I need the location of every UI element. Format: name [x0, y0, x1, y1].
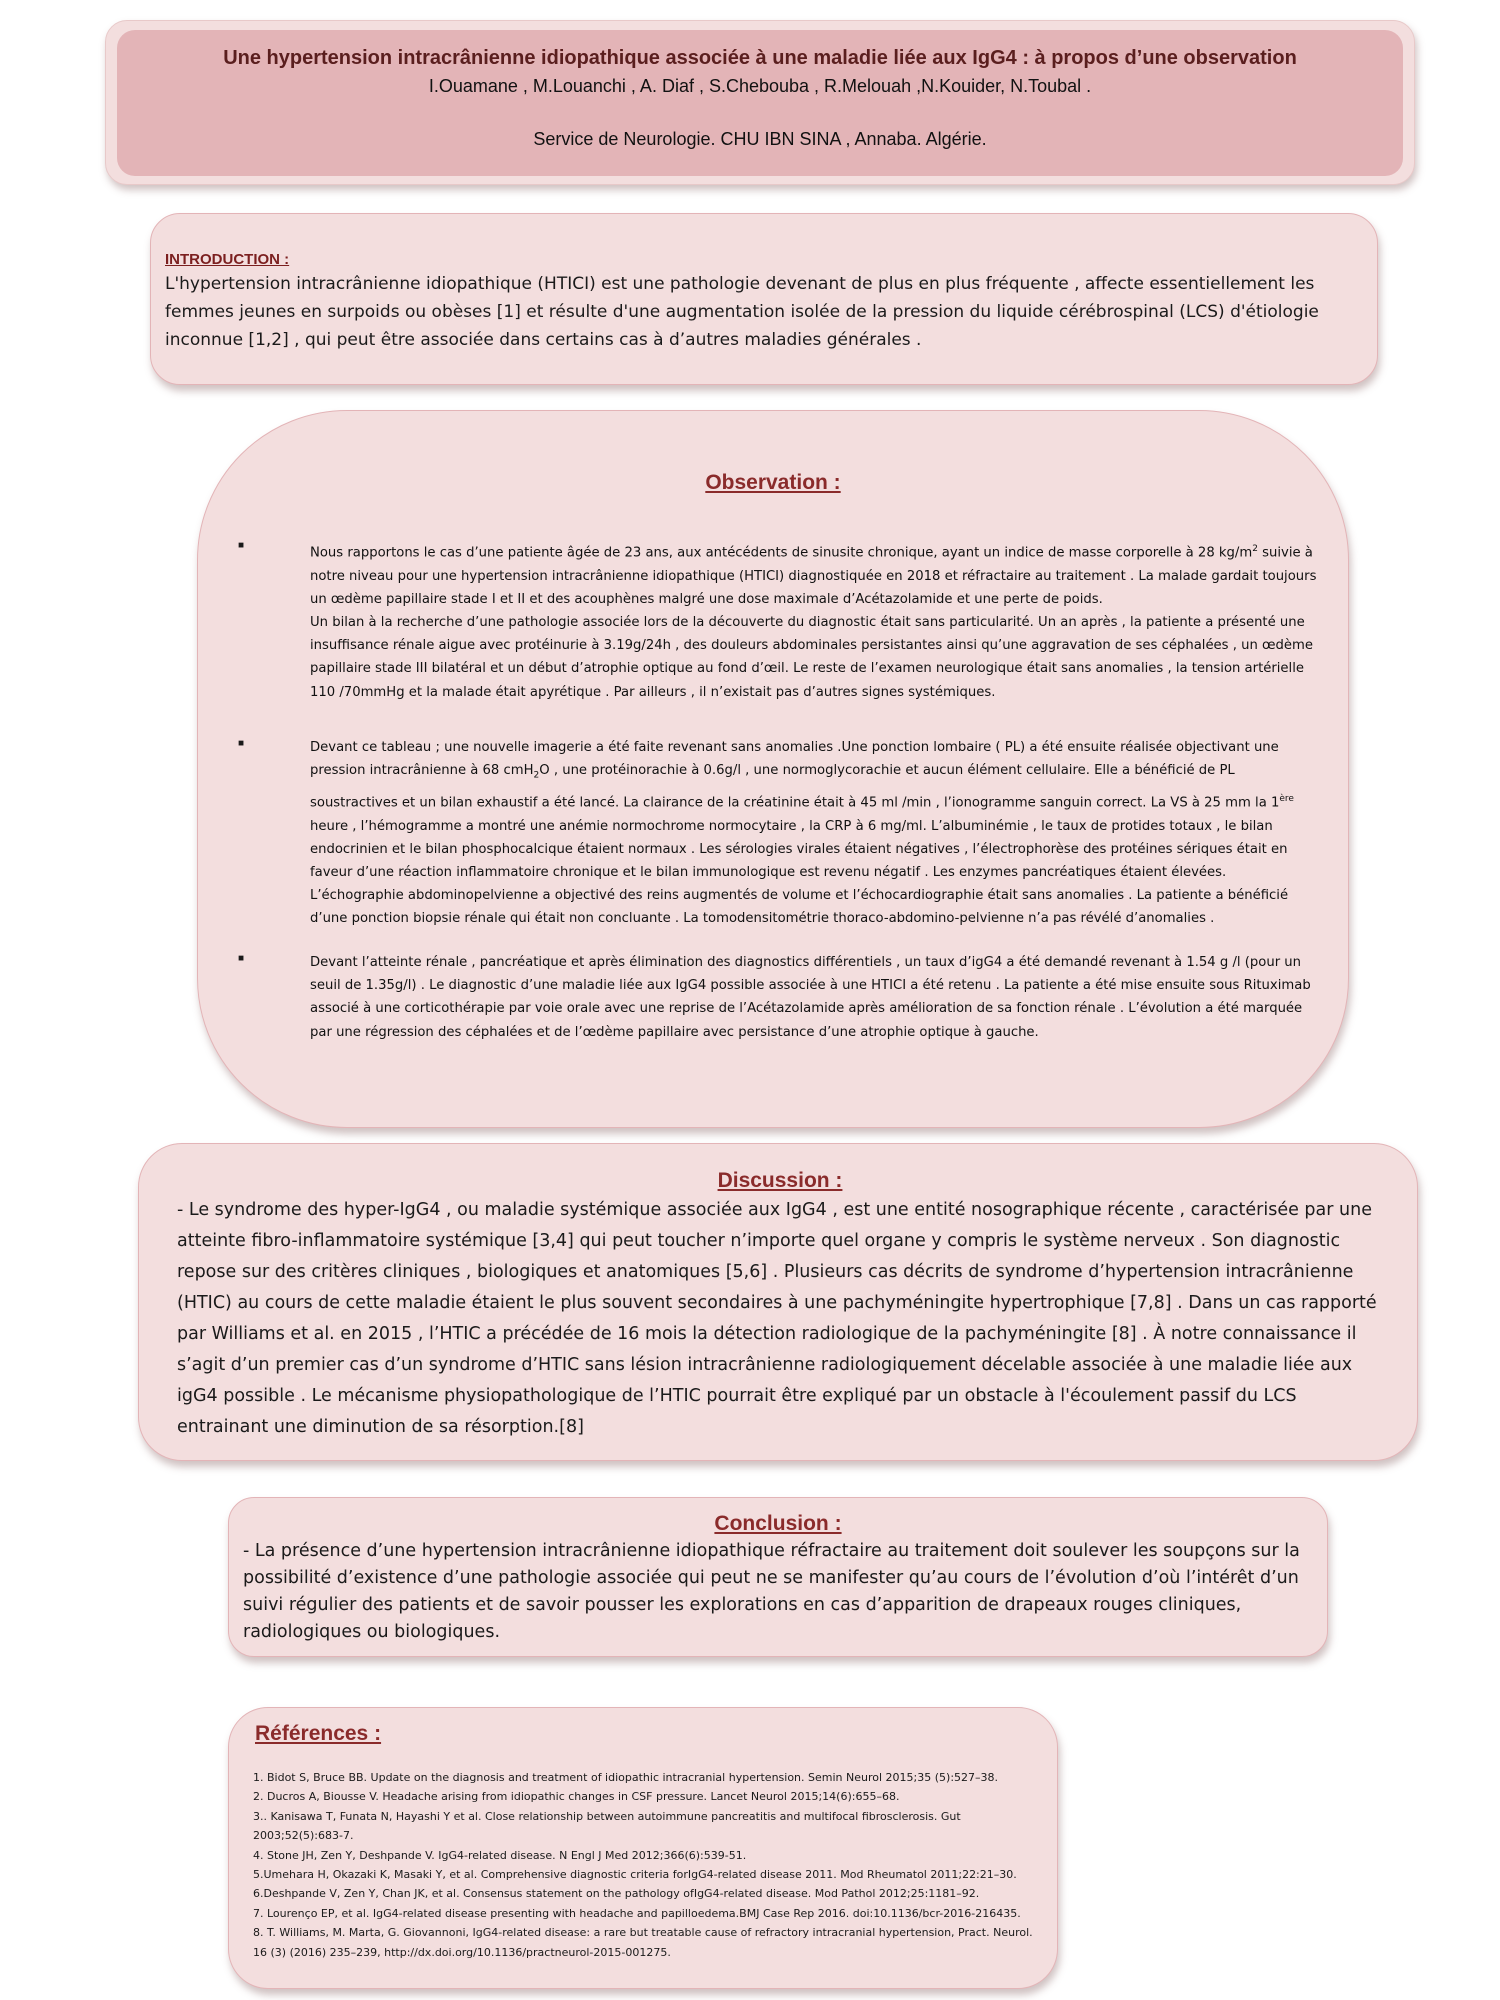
observation-text: heure , l’hémogramme a montré une anémie normochrome normocytaire , la CRP à 6 mg/ml. L’albuminémie , le taux de protides totaux , le bilan endocrinien et le bilan phosphocalcique étaient normaux . Les sérologies virales étaient négatives , l’électrophorèse des protéines sériques était en faveur d’une réaction inflammatoire chronique et le bilan immunologique est revenu négatif . Les enzymes pancréatiques étaient élevées. L’échographie abdominopelvienne a objectivé des reins augmentés de volume et l’échocardiographie était sans anomalies . La patiente a bénéficié d’une ponction biopsie rénale qui était non concluante . La tomodensitométrie thoraco-abdomino-pelvienne n’a pas révélé d’anomalies .: [310, 818, 1289, 927]
reference-item: 4. Stone JH, Zen Y, Deshpande V. IgG4-related disease. N Engl J Med 2012;366(6):539-51.: [253, 1848, 747, 1862]
observation-paragraph: [238, 736, 1318, 931]
references-title: Références :: [255, 1722, 382, 1745]
observation-paragraph: [238, 951, 1318, 1044]
reference-item: 1. Bidot S, Bruce BB. Update on the diagnosis and treatment of idiopathic intracranial hypertension. Semin Neurol 2015;35 (5):527–38.: [253, 1771, 999, 1784]
reference-list: [253, 1768, 1033, 1962]
reference-item: 6.Deshpande V, Zen Y, Chan JK, et al. Consensus statement on the pathology ofIgG4-related disease. Mod Pathol 2012;25:1181–92.: [253, 1887, 980, 1901]
observation-section: [197, 410, 1349, 1128]
reference-item: 2. Ducros A, Biousse V. Headache arising from idiopathic changes in CSF pressure. Lancet Neurol 2015;14(6):655–68.: [253, 1790, 900, 1804]
header: [117, 30, 1403, 176]
discussion-title: Discussion :: [717, 1169, 843, 1192]
discussion-text: - Le syndrome des hyper-IgG4 , ou maladie systémique associée aux IgG4 , est une entité nosographique récente , caractérisée par une atteinte fibro-inflammatoire systémique [3,4] qui peut toucher n’importe quel organe y compris le système nerveux . Son diagnostic repose sur des critères cliniques , biologiques et anatomiques [5,6] . Plusieurs cas décrits de syndrome d’hypertension intracrânienne (HTIC) au cours de cette maladie étaient le plus souvent secondaires à une pachyméningite hypertrophique [7,8] . Dans un cas rapporté par Williams et al. en 2015 , l’HTIC a précédée de 16 mois la détection radiologique de la pachyméningite [8] . À notre connaissance il s’agit d’un premier cas d’un syndrome d’HTIC sans lésion intracrânienne radiologiquement décelable associée à une maladie liée aux igG4 possible . Le mécanisme physiopathologique de l’HTIC pourrait être expliqué par un obstacle à l'écoulement passif du LCS entrainant une diminution de sa résorption.[8]: [177, 1200, 1377, 1437]
introduction-heading: INTRODUCTION :: [165, 251, 290, 268]
conclusion-text: - La présence d’une hypertension intracrânienne idiopathique réfractaire au traitement doit soulever les soupçons sur la possibilité d’existence d’une pathologie associée qui peut ne se manifester qu’au cours de l’évolution d’où l’intérêt d’un suivi régulier des patients et de savoir pousser les explorations en cas d’apparition de drapeaux rouges cliniques, radiologiques ou biologiques.: [243, 1541, 1300, 1642]
bullet-icon: ■: [238, 953, 245, 964]
bullet-icon: ■: [238, 540, 245, 551]
discussion-section: [138, 1143, 1418, 1461]
observation-text: Un bilan à la recherche d’une pathologie associée lors de la découverte du diagnostic était sans particularité. Un an après , la patiente a présenté une insuffisance rénale aigue avec protéinurie à 3.19g/24h , des douleurs abdominales persistantes ainsi qu’une aggravation de ses céphalées , un œdème papillaire stade III bilatéral et un début d’atrophie optique au fond d’œil. Le reste de l’examen neurologique était sans anomalies , la tension artérielle 110 /70mmHg et la malade était apyrétique . Par ailleurs , il n’existait pas d’autres signes systémiques.: [310, 615, 1313, 700]
introduction-section: [150, 213, 1378, 385]
reference-item: 7. Lourenço EP, et al. IgG4-related disease presenting with headache and papilloedema.BMJ Case Rep 2016. doi:10.1136/bcr-2016-216435.: [253, 1906, 1021, 1920]
author-list: I.Ouamane , M.Louanchi , A. Diaf , S.Chebouba , R.Melouah ,N.Kouider, N.Toubal .: [428, 76, 1092, 96]
observation-text: suivie à notre niveau pour une hypertension intracrânienne idiopathique (HTICI) diagnostiquée en 2018 et réfractaire au traitement . La malade gardait toujours un œdème papillaire stade I et II et des acouphènes malgré une dose maximale d’Acétazolamide et une perte de poids.: [310, 545, 1317, 607]
subscript: 2: [533, 770, 540, 781]
references-section: [228, 1707, 1058, 1989]
conclusion-title: Conclusion :: [714, 1512, 842, 1535]
observation-text: Devant ce tableau ; une nouvelle imagerie a été faite revenant sans anomalies .Une ponction lombaire ( PL) a été ensuite réalisée objectivant une pression intracrânienne à 68 cmH: [310, 740, 1279, 779]
superscript: 2: [1252, 544, 1258, 554]
observation-text: Devant l’atteinte rénale , pancréatique et après élimination des diagnostics différentiels , un taux d’igG4 a été demandé revenant à 1.54 g /l (pour un seuil de 1.35g/l) . Le diagnostic d’une maladie liée aux IgG4 possible associée à une HTICI a été retenu . La patiente a été mise ensuite sous Rituximab associé à une corticothérapie par voie orale avec une reprise de l’Acétazolamide après amélioration de sa fonction rénale . L’évolution a été marquée par une régression des céphalées et de l’œdème papillaire avec persistance d’une atrophie optique à gauche.: [310, 955, 1311, 1040]
observation-text: O , une protéinorachie à 0.6g/l , une normoglycorachie et aucun élément cellulaire. Elle a bénéficié de PL soustractives et un bilan exhaustif a été lancé. La clairance de la créatinine était à 45 ml /min , l’ionogramme sanguin correct. La VS à 25 mm la 1: [310, 763, 1280, 811]
reference-item: 8. T. Williams, M. Marta, G. Giovannoni, IgG4-related disease: a rare but treatable cause of refractory intracranial hypertension, Pract. Neurol. 16 (3) (2016) 235–239, http://dx.doi.org/10.1136/practneurol-2015-001275.: [253, 1926, 1033, 1959]
observation-paragraph: [238, 538, 1318, 704]
affiliation: Service de Neurologie. CHU IBN SINA , Annaba. Algérie.: [533, 129, 987, 149]
reference-item: 5.Umehara H, Okazaki K, Masaki Y, et al. Comprehensive diagnostic criteria forIgG4-related disease 2011. Mod Rheumatol 2011;22:21–30.: [253, 1868, 1017, 1882]
introduction-text: L'hypertension intracrânienne idiopathique (HTICI) est une pathologie devenant de plus en plus fréquente , affecte essentiellement les femmes jeunes en surpoids ou obèses [1] et résulte d'une augmentation isolée de la pression du liquide cérébrospinal (LCS) d'étiologie inconnue [1,2] , qui peut être associée dans certains cas à d’autres maladies générales .: [165, 274, 1319, 350]
conclusion-section: [228, 1497, 1328, 1657]
observation-text: Nous rapportons le cas d’une patiente âgée de 23 ans, aux antécédents de sinusite chronique, ayant un indice de masse corporelle à 28 kg/m: [310, 545, 1253, 561]
observation-title: Observation :: [705, 471, 841, 494]
superscript: ère: [1279, 794, 1294, 805]
poster-title: Une hypertension intracrânienne idiopathique associée à une maladie liée aux IgG4 : à propos d’une observation: [223, 47, 1297, 69]
bullet-icon: ■: [238, 738, 245, 749]
reference-item: 3.. Kanisawa T, Funata N, Hayashi Y et al. Close relationship between autoimmune pancreatitis and multifocal fibrosclerosis. Gut 2003;52(5):683-7.: [253, 1809, 961, 1843]
